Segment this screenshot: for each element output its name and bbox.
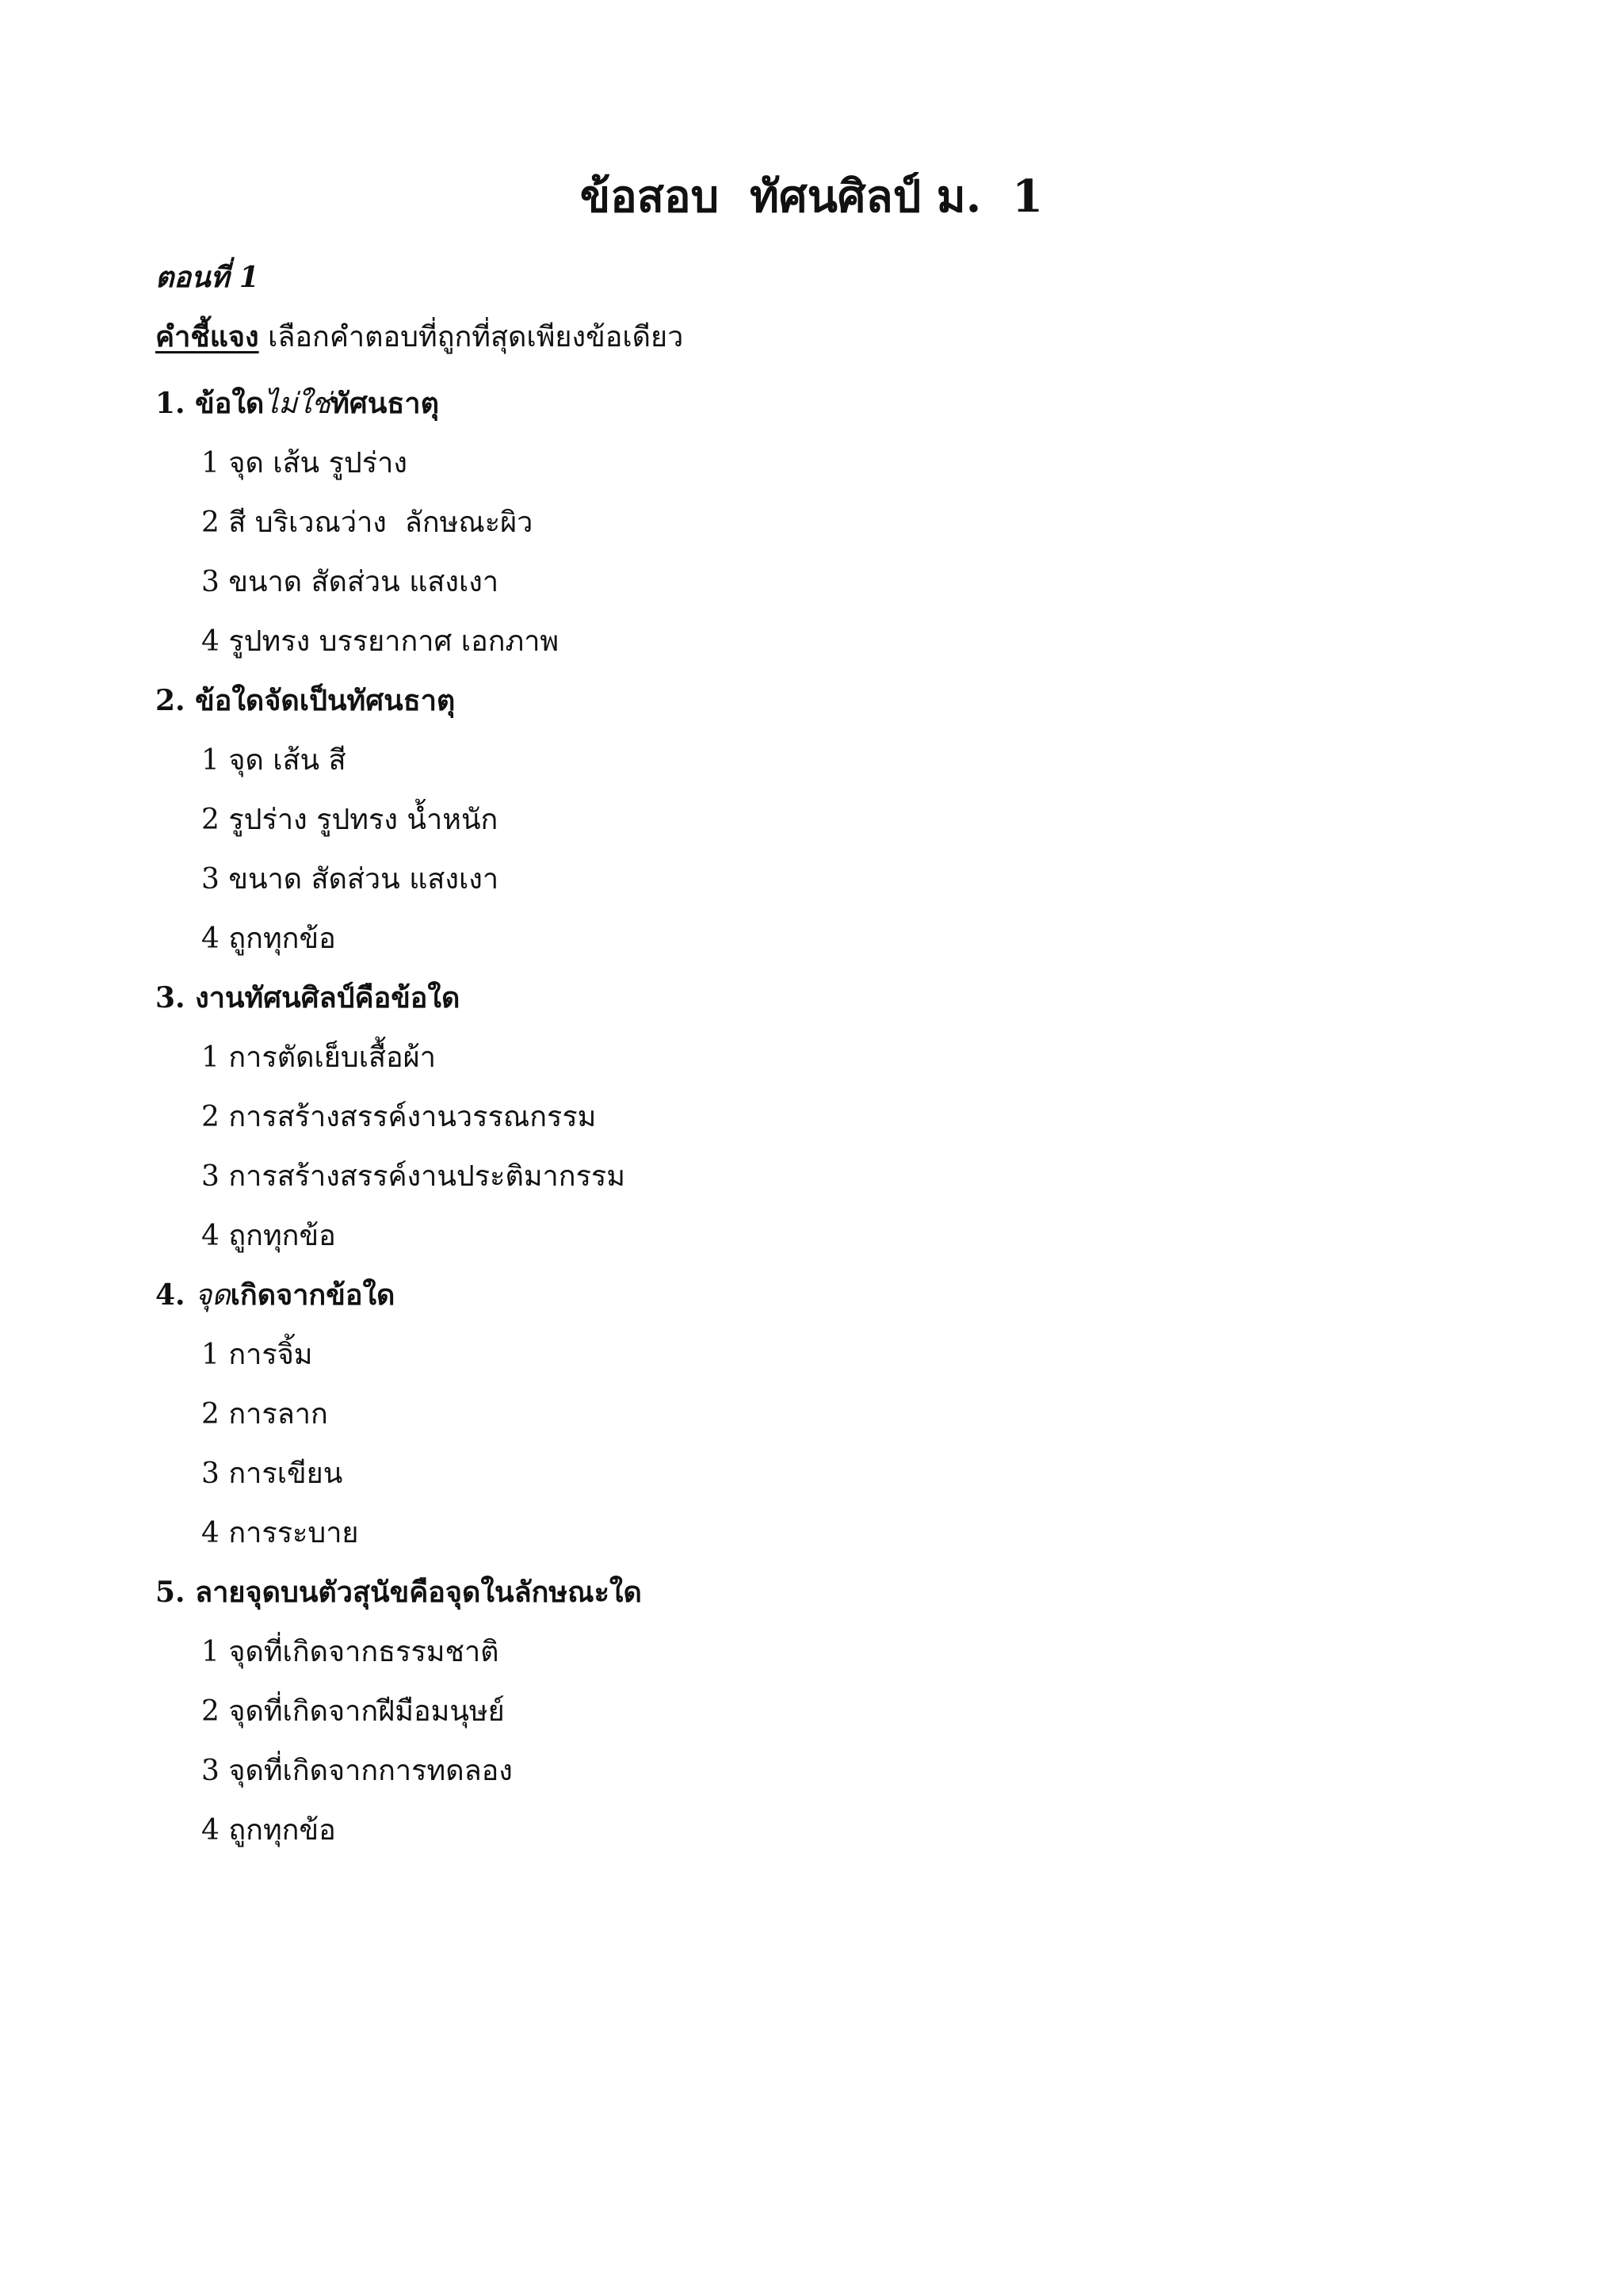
question-stem-text	[185, 1278, 196, 1312]
question-stem	[155, 1563, 1503, 1622]
answer-option: 1 จุด เส้น สี	[201, 744, 346, 777]
answer-option: 2 การสร้างสรรค์งานวรรณกรรม	[201, 1101, 597, 1133]
answer-option: 4 การระบาย	[201, 1517, 359, 1549]
question-stem-emphasis: จุด	[195, 1279, 231, 1312]
question-stem	[155, 1266, 1503, 1325]
question-stem-emphasis: ไม่ใช่	[264, 388, 331, 420]
answer-option: 4 ถูกทุกข้อ	[201, 923, 336, 955]
question-number: 5.	[155, 1576, 185, 1609]
answer-option: 2 จุดที่เกิดจากฝีมือมนุษย์	[201, 1695, 505, 1728]
answer-option: 4 ถูกทุกข้อ	[201, 1220, 336, 1252]
question-stem-text: ข้อใด	[185, 387, 265, 420]
question-4	[155, 1266, 1503, 1563]
instructions-label: คำชี้แจง	[155, 320, 259, 353]
question-1	[155, 374, 1503, 671]
question-3	[155, 968, 1503, 1266]
question-list	[155, 374, 1503, 1860]
answer-option: 1 การตัดเย็บเสื้อผ้า	[201, 1041, 436, 1074]
answer-option: 3 ขนาด สัดส่วน แสงเงา	[201, 863, 499, 896]
answer-option: 1 การจิ้ม	[201, 1339, 313, 1371]
answer-option: 3 จุดที่เกิดจากการทดลอง	[201, 1755, 513, 1787]
question-stem	[155, 968, 1503, 1028]
question-number: 4.	[155, 1278, 185, 1312]
question-stem-text: ลายจุดบนตัวสุนัขคือจุดในลักษณะใด	[185, 1576, 642, 1609]
answer-option: 2 รูปร่าง รูปทรง น้ำหนัก	[201, 804, 498, 836]
question-number: 2.	[155, 684, 185, 717]
answer-option: 1 จุดที่เกิดจากธรรมชาติ	[201, 1636, 499, 1668]
answer-option: 3 ขนาด สัดส่วน แสงเงา	[201, 566, 499, 598]
answer-option: 3 การเขียน	[201, 1457, 343, 1490]
answer-option: 2 สี บริเวณว่าง ลักษณะผิว	[201, 506, 533, 539]
question-stem-text-end: เกิดจากข้อใด	[230, 1278, 395, 1312]
answer-option: 1 จุด เส้น รูปร่าง	[201, 447, 407, 479]
question-stem	[155, 374, 1503, 434]
question-5	[155, 1563, 1503, 1860]
answer-option: 4 รูปทรง บรรยากาศ เอกภาพ	[201, 625, 559, 658]
answer-option: 2 การลาก	[201, 1398, 328, 1431]
instructions-line	[155, 315, 683, 360]
question-number: 1.	[155, 387, 185, 420]
page-title: ข้อสอบ ทัศนศิลป์ ม. 1	[579, 170, 1044, 223]
part-heading: ตอนที่ 1	[155, 261, 259, 294]
question-stem-text: ข้อใดจัดเป็นทัศนธาตุ	[185, 684, 456, 717]
question-stem-text-end: ทัศนธาตุ	[330, 387, 439, 420]
question-number: 3.	[155, 981, 185, 1014]
instructions-text: เลือกคำตอบที่ถูกที่สุดเพียงข้อเดียว	[258, 321, 684, 353]
answer-option: 4 ถูกทุกข้อ	[201, 1814, 336, 1847]
question-stem	[155, 671, 1503, 731]
question-2	[155, 671, 1503, 968]
answer-option: 3 การสร้างสรรค์งานประติมากรรม	[201, 1160, 625, 1193]
question-stem-text: งานทัศนศิลป์คือข้อใด	[185, 981, 460, 1014]
